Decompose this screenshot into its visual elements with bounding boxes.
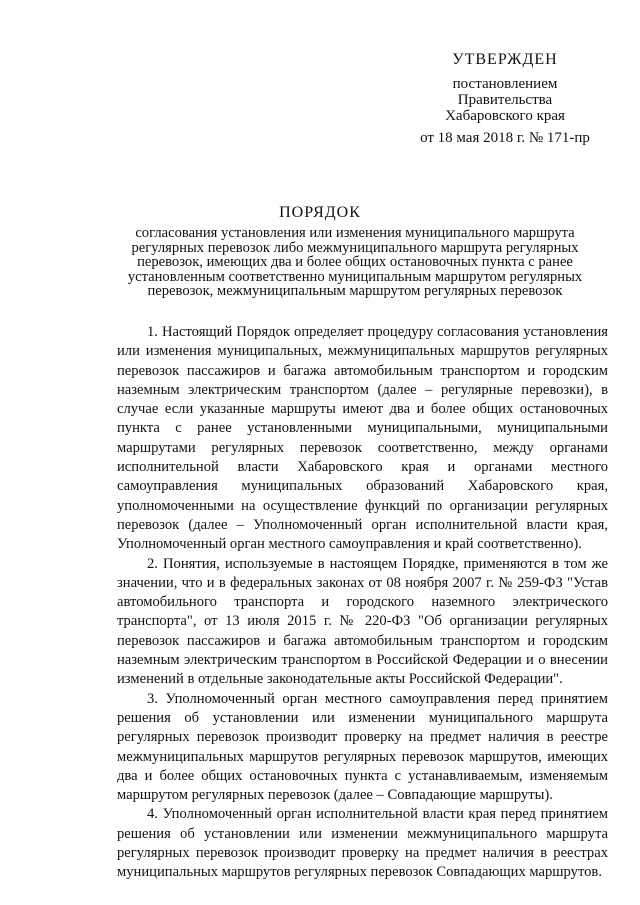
approval-stamp: [400, 52, 610, 146]
approval-date: от 18 мая 2018 г. № 171-пр: [420, 130, 590, 146]
approval-title: УТВЕРЖДЕН: [452, 51, 558, 68]
paragraph-3: 3. Уполномоченный орган местного самоуправления перед принятием решения об установлении или изменении муниципального маршрута регулярных перевозок производит проверку на предмет наличия в реестре межмуниципальных маршрутов регулярных перевозок маршрутов, имеющих два и более общих остановочных пункта с устанавливаемым, изменяемым маршрутом регулярных перевозок (далее – Совпадающие маршруты).: [117, 690, 608, 804]
document-subtitle: согласования установления или изменения муниципального маршрута регулярных перевозок либо межмуниципального маршрута регулярных перевозок, имеющих два и более общих остановочных пункта с ранее установленным соответственно муниципальным маршрутом регулярных перевозок, межмуниципальным маршрутом регулярных перевозок: [127, 225, 583, 299]
paragraph-2: 2. Понятия, используемые в настоящем Порядке, применяются в том же значении, что и в федеральных законах от 08 ноября 2007 г. № 259-ФЗ "Устав автомобильного транспорта и городского наземного электрического транспорта", от 13 июля 2015 г. № 220-ФЗ "Об организации регулярных перевозок пассажиров и багажа автомобильным транспортом и городским наземным электрическим транспортом в Российской Федерации и о внесении изменений в отдельные законодательные акты Российской Федерации".: [117, 555, 608, 688]
document-title: ПОРЯДОК: [279, 204, 361, 221]
approval-line-1: постановлением: [452, 76, 558, 92]
paragraph-4: 4. Уполномоченный орган исполнительной власти края перед принятием решения об установлении или изменении межмуниципального маршрута регулярных перевозок производит проверку на предмет наличия в реестрах муниципальных маршрутов регулярных перевозок Совпадающих маршрутов.: [117, 806, 608, 881]
approval-line-3: Хабаровского края: [445, 108, 565, 124]
document-body: [117, 323, 608, 883]
approval-line-2: Правительства: [457, 92, 553, 108]
paragraph-1: 1. Настоящий Порядок определяет процедуру согласования установления или изменения муниципальных, межмуниципальных маршрутов регулярных перевозок пассажиров и багажа автомобильным транспортом и городским наземным электрическим транспортом (далее – регулярные перевозки), в случае если указанные маршруты имеют два и более общих остановочных пункта с ранее установленными муниципальными, муниципальными маршрутами регулярных перевозок соответственно, между органами исполнительной власти Хабаровского края и органами местного самоуправления муниципальных образований Хабаровского края, уполномоченными на осуществление функций по организации регулярных перевозок (далее – Уполномоченный орган исполнительной власти края, Уполномоченный орган местного самоуправления и край соответственно).: [117, 324, 608, 553]
